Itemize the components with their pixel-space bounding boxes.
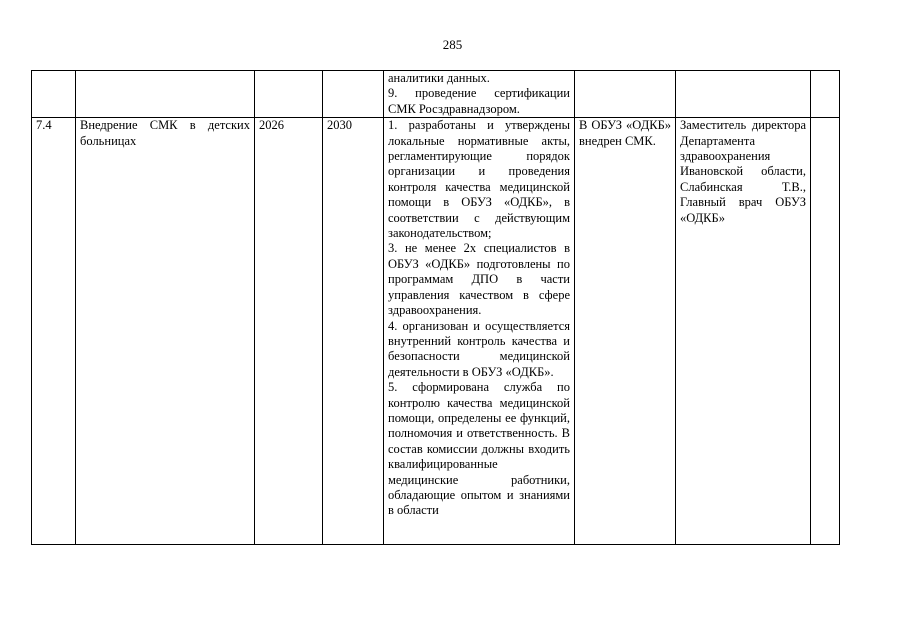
cell-outcome: В ОБУЗ «ОДКБ» внедрен СМК. [575, 118, 676, 545]
cell-extra [811, 118, 840, 545]
cell-end-year: 2030 [323, 118, 384, 545]
cell-activity: Внедрение СМК в детских больницах [76, 118, 255, 545]
cell-number: 7.4 [32, 118, 76, 545]
cell-extra [811, 71, 840, 118]
result-item: 3. не менее 2х специалистов в ОБУЗ «ОДКБ» подготовлены по программам ДПО в части управления качеством в сфере здравоохранения. [388, 241, 570, 318]
cell-results [384, 71, 575, 118]
result-item: аналитики данных. [388, 71, 490, 85]
plan-table [31, 70, 840, 545]
result-item: 9. проведение сертификации СМК Росздравнадзором. [388, 86, 570, 116]
cell-start-year: 2026 [255, 118, 323, 545]
table-row [32, 118, 840, 545]
cell-responsible: Заместитель директора Департамента здравоохранения Ивановской области, Слабинская Т.В., Главный врач ОБУЗ «ОДКБ» [676, 118, 811, 545]
page-number: 285 [442, 37, 463, 52]
cell-start-year [255, 71, 323, 118]
cell-end-year [323, 71, 384, 118]
result-item: 5. сформирована служба по контролю качества медицинской помощи, определены ее функций, полномочия и ответственность. В состав комиссии должны входить квалифицированные медицинские работники, обладающие опытом и знаниями в области [388, 380, 570, 518]
table-row [32, 71, 840, 118]
cell-activity [76, 71, 255, 118]
cell-outcome [575, 71, 676, 118]
cell-results [384, 118, 575, 545]
cell-number [32, 71, 76, 118]
result-item: 1. разработаны и утверждены локальные нормативные акты, регламентирующие порядок организации и проведения контроля качества медицинской помощи в ОБУЗ «ОДКБ», в соответствии с действующим законодательством; [388, 118, 570, 241]
result-item: 4. организован и осуществляется внутренний контроль качества и безопасности медицинской деятельности в ОБУЗ «ОДКБ». [388, 318, 570, 379]
cell-responsible [676, 71, 811, 118]
